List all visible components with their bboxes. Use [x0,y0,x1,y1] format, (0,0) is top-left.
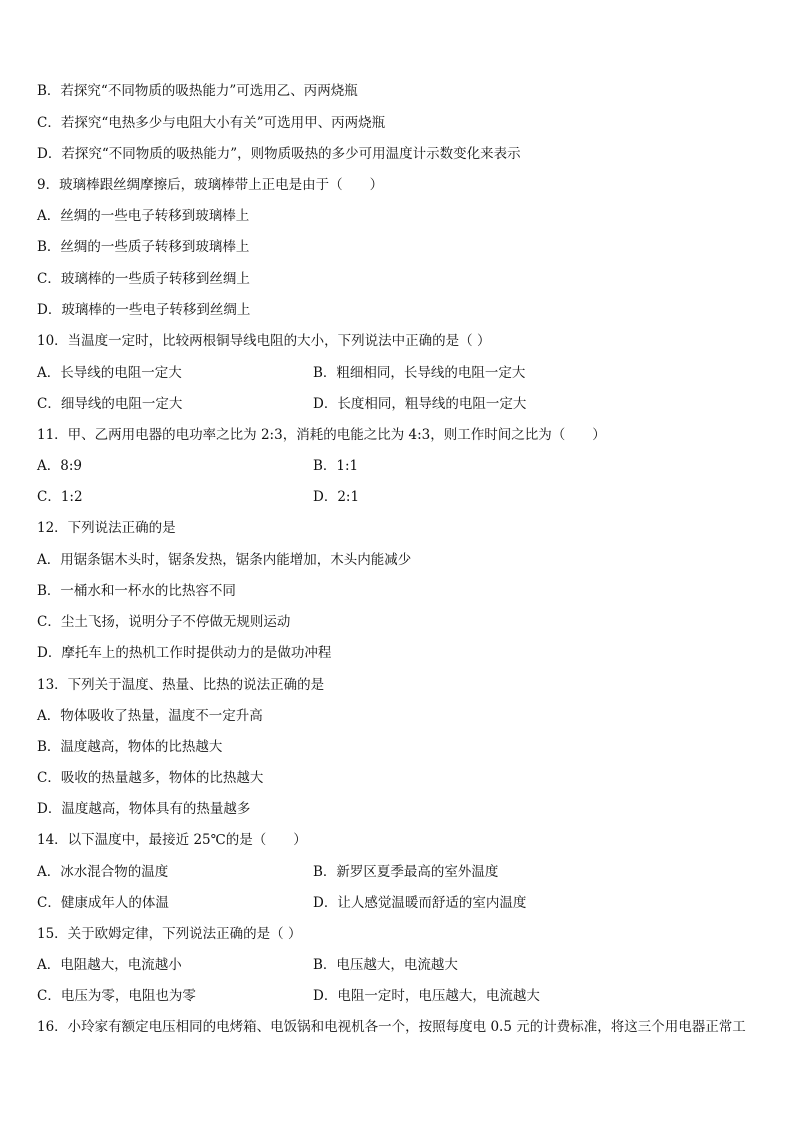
q14-option-d: D．让人感觉温暖而舒适的室内温度 [313,895,527,911]
q12-option-c: C．尘土飞扬，说明分子不停做无规则运动 [37,614,291,630]
q14-option-c: C．健康成年人的体温 [37,895,169,911]
q13-stem: 13．下列关于温度、热量、比热的说法正确的是 [37,677,325,693]
q13-option-b: B．温度越高，物体的比热越大 [37,739,223,755]
q15-stem: 15．关于欧姆定律，下列说法正确的是（ ） [37,926,302,942]
q15-option-c: C．电压为零，电阻也为零 [37,988,196,1004]
q9-option-d: D．玻璃棒的一些电子转移到丝绸上 [37,302,251,318]
q14-option-b: B．新罗区夏季最高的室外温度 [313,864,499,880]
q12-option-b: B．一桶水和一杯水的比热容不同 [37,583,236,599]
q11-option-a: A．8:9 [37,458,82,474]
q10-option-c: C．细导线的电阻一定大 [37,396,183,412]
q12-stem: 12．下列说法正确的是 [37,520,176,536]
q13-option-d: D．温度越高，物体具有的热量越多 [37,801,251,817]
q14-stem: 14．以下温度中，最接近 25℃的是（ ） [37,832,307,848]
q11-option-c: C．1:2 [37,489,83,505]
q9-option-c: C．玻璃棒的一些质子转移到丝绸上 [37,271,250,287]
q8-option-d: D．若探究“不同物质的吸热能力”，则物质吸热的多少可用温度计示数变化来表示 [37,146,521,162]
q9-option-b: B．丝绸的一些质子转移到玻璃棒上 [37,239,250,255]
q15-option-d: D．电阻一定时，电压越大，电流越大 [313,988,540,1004]
q12-option-d: D．摩托车上的热机工作时提供动力的是做功冲程 [37,645,332,661]
q8-option-b: B．若探究“不同物质的吸热能力”可选用乙、丙两烧瓶 [37,83,358,99]
q9-option-a: A．丝绸的一些电子转移到玻璃棒上 [37,208,250,224]
q9-stem: 9．玻璃棒跟丝绸摩擦后，玻璃棒带上正电是由于（ ） [37,177,384,193]
q16-stem: 16．小玲家有额定电压相同的电烤箱、电饭锅和电视机各一个，按照每度电 0.5 元的计费标准，将这三个用电器正常工 [37,1019,746,1035]
q14-option-a: A．冰水混合物的温度 [37,864,169,880]
q10-option-a: A．长导线的电阻一定大 [37,365,182,381]
q12-option-a: A．用锯条锯木头时，锯条发热，锯条内能增加，木头内能减少 [37,552,412,568]
q15-option-b: B．电压越大，电流越大 [313,957,458,973]
q11-option-d: D．2:1 [313,489,360,505]
q11-option-b: B．1:1 [313,458,359,474]
q13-option-a: A．物体吸收了热量，温度不一定升高 [37,708,263,724]
q13-option-c: C．吸收的热量越多，物体的比热越大 [37,770,264,786]
q11-stem: 11．甲、乙两用电器的电功率之比为 2:3，消耗的电能之比为 4:3，则工作时间之比为（ ） [37,427,606,443]
q10-option-b: B．粗细相同，长导线的电阻一定大 [313,365,526,381]
q15-option-a: A．电阻越大，电流越小 [37,957,182,973]
q8-option-c: C．若探究“电热多少与电阻大小有关”可选用甲、丙两烧瓶 [37,115,386,131]
q10-option-d: D．长度相同，粗导线的电阻一定大 [313,396,527,412]
q10-stem: 10．当温度一定时，比较两根铜导线电阻的大小，下列说法中正确的是（ ） [37,333,491,349]
